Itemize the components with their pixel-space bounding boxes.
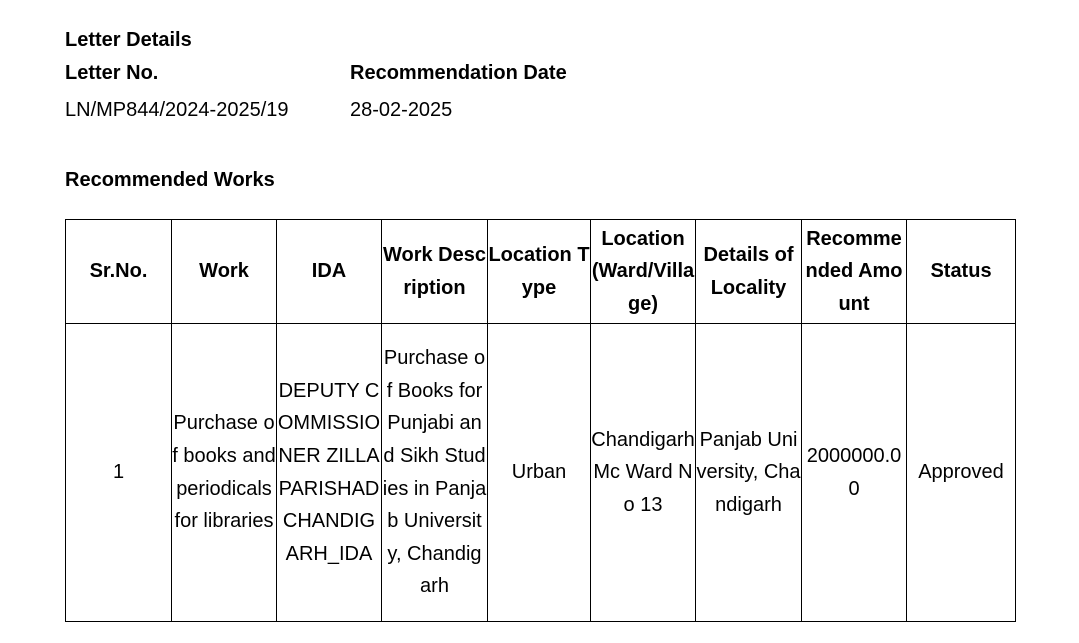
cell-work: Purchase of books and periodicals for libraries — [172, 324, 277, 622]
cell-sr-no: 1 — [66, 324, 172, 622]
column-header-location: Location (Ward/Village) — [591, 220, 696, 324]
column-header-work: Work — [172, 220, 277, 324]
cell-ida: DEPUTY COMMISSIONER ZILLA PARISHAD CHANDIGARH_IDA — [277, 324, 382, 622]
column-header-ida: IDA — [277, 220, 382, 324]
table-header-row — [66, 220, 1016, 324]
letter-details-heading: Letter Details — [65, 29, 192, 51]
column-header-location-type: Location Type — [488, 220, 591, 324]
recommendation-date-label: Recommendation Date — [350, 62, 567, 84]
cell-location: Chandigarh Mc Ward No 13 — [591, 324, 696, 622]
cell-location-type: Urban — [488, 324, 591, 622]
cell-details-of-locality: Panjab University, Chandigarh — [696, 324, 802, 622]
column-header-sr-no: Sr.No. — [66, 220, 172, 324]
column-header-details-of-locality: Details of Locality — [696, 220, 802, 324]
cell-status: Approved — [907, 324, 1016, 622]
letter-no-value: LN/MP844/2024-2025/19 — [65, 99, 289, 121]
column-header-work-description: Work Description — [382, 220, 488, 324]
recommendation-date-value: 28-02-2025 — [350, 99, 453, 121]
recommended-works-heading: Recommended Works — [65, 169, 275, 191]
cell-recommended-amount: 2000000.00 — [802, 324, 907, 622]
recommended-works-table — [65, 219, 1016, 622]
column-header-recommended-amount: Recommended Amount — [802, 220, 907, 324]
cell-work-description: Purchase of Books for Punjabi and Sikh Studies in Panjab University, Chandigarh — [382, 324, 488, 622]
letter-no-label: Letter No. — [65, 62, 159, 84]
column-header-status: Status — [907, 220, 1016, 324]
table-row — [66, 324, 1016, 622]
